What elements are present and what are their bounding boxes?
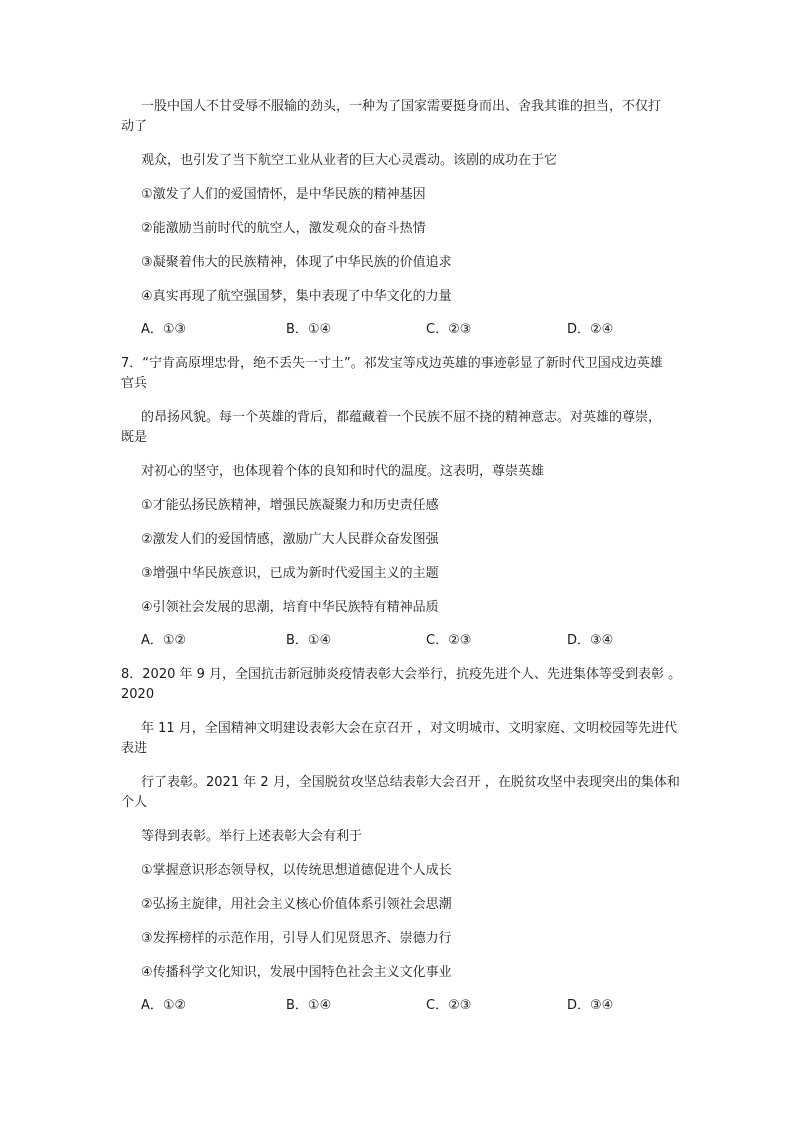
q8-stem-line-2a: 年 11 月，全国精神文明建设表彰大会在京召开 ，对文明城市、文明家庭、文明校园等先进代 xyxy=(141,721,677,736)
q7-choice-c: C．②③ xyxy=(426,633,472,648)
q8-choice-a: A．①② xyxy=(141,998,187,1013)
q7-stem-line-3: 对初心的坚守，也体现着个体的良知和时代的温度。这表明，尊崇英雄 xyxy=(141,464,545,479)
q7-stem-line-1b: 官兵 xyxy=(121,376,148,391)
q6-choice-b: B．①④ xyxy=(286,322,332,337)
q8-choice-c: C．②③ xyxy=(426,998,472,1013)
q8-stem-line-4: 等得到表彰。举行上述表彰大会有利于 xyxy=(141,829,363,844)
q6-option-4: ④真实再现了航空强国梦，集中表现了中华文化的力量 xyxy=(141,289,452,304)
q7-option-1: ①才能弘扬民族精神，增强民族凝聚力和历史责任感 xyxy=(141,498,439,513)
q7-choice-a: A．①② xyxy=(141,633,187,648)
q7-option-2: ②激发人们的爱国情感，激励广大人民群众奋发图强 xyxy=(141,532,439,547)
q7-choice-b: B．①④ xyxy=(286,633,332,648)
q6-option-1: ①激发了人们的爱国情怀，是中华民族的精神基因 xyxy=(141,187,426,202)
q7-stem-line-1a: 7．“宁肯高原埋忠骨，绝不丢失一寸土”。祁发宝等戍边英雄的事迹彰显了新时代卫国戍边英雄 xyxy=(121,356,663,371)
q8-stem-line-2b: 表进 xyxy=(121,741,148,756)
q8-option-2: ②弘扬主旋律，用社会主义核心价值体系引领社会思潮 xyxy=(141,897,452,912)
q6-stem-line-2: 观众，也引发了当下航空工业从业者的巨大心灵震动。该剧的成功在于它 xyxy=(141,153,558,168)
q6-stem-line-1b: 动了 xyxy=(121,119,148,134)
q6-option-2: ②能激励当前时代的航空人，激发观众的奋斗热情 xyxy=(141,221,426,236)
q8-choice-b: B．①④ xyxy=(286,998,332,1013)
q8-stem-line-1a: 8．2020 年 9 月，全国抗击新冠肺炎疫情表彰大会举行，抗疫先进个人、先进集体等受到表彰 。 xyxy=(121,667,682,682)
q6-option-3: ③凝聚着伟大的民族精神，体现了中华民族的价值追求 xyxy=(141,255,452,270)
q8-option-4: ④传播科学文化知识，发展中国特色社会主义文化事业 xyxy=(141,965,452,980)
q7-option-3: ③增强中华民族意识，已成为新时代爱国主义的主题 xyxy=(141,566,439,581)
q8-stem-line-3b: 个人 xyxy=(121,795,148,810)
q8-option-3: ③发挥榜样的示范作用，引导人们见贤思齐、崇德力行 xyxy=(141,931,452,946)
q6-stem-line-1a: 一股中国人不甘受辱不服输的劲头，一种为了国家需要挺身而出、舍我其谁的担当，不仅打 xyxy=(141,99,662,114)
q6-choice-d: D．②④ xyxy=(567,322,614,337)
q7-choice-d: D．③④ xyxy=(567,633,614,648)
q6-choice-a: A．①③ xyxy=(141,322,187,337)
q7-option-4: ④引领社会发展的思潮，培育中华民族特有精神品质 xyxy=(141,600,439,615)
q7-stem-line-2b: 既是 xyxy=(121,430,148,445)
q8-stem-line-3a: 行了表彰。2021 年 2 月，全国脱贫攻坚总结表彰大会召开 ，在脱贫攻坚中表现突出的集体和 xyxy=(141,775,680,790)
q8-choice-d: D．③④ xyxy=(567,998,614,1013)
q8-option-1: ①掌握意识形态领导权，以传统思想道德促进个人成长 xyxy=(141,863,452,878)
q6-choice-c: C．②③ xyxy=(426,322,472,337)
q8-stem-line-1b: 2020 xyxy=(121,687,155,702)
q7-stem-line-2a: 的昂扬风貌。每一个英雄的背后，都蕴藏着一个民族不屈不挠的精神意志。对英雄的尊崇， xyxy=(141,410,662,425)
